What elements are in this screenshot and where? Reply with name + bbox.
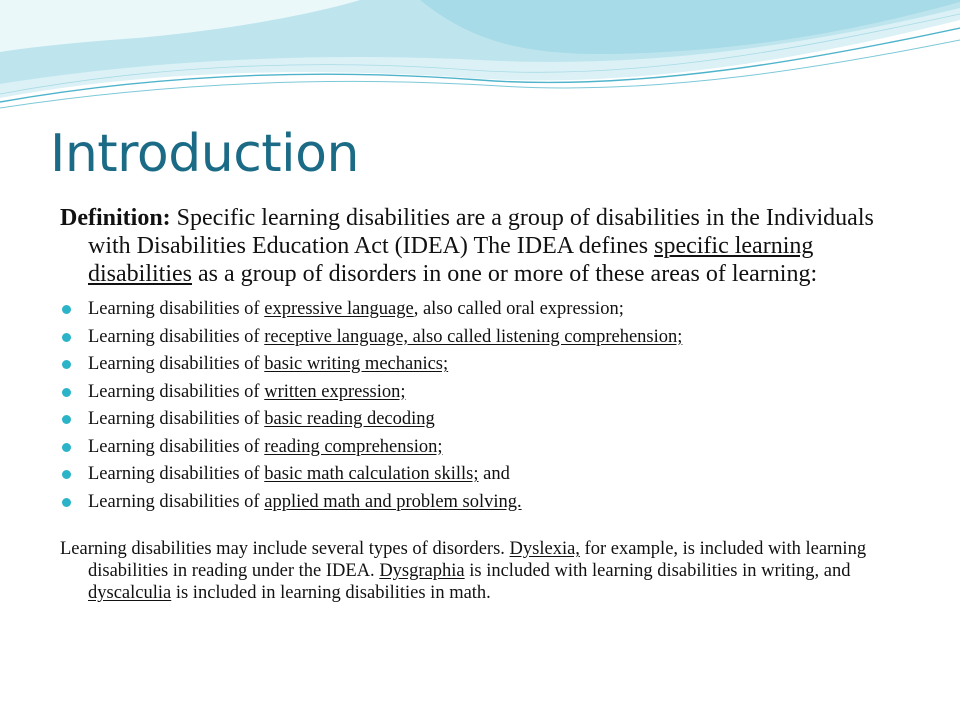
bullet-icon: [62, 388, 71, 397]
list-item: [60, 461, 900, 489]
header-wave-decoration: [0, 0, 960, 120]
list-item-suffix: , also called oral expression;: [413, 299, 624, 319]
list-item-prefix: Learning disabilities of: [88, 381, 265, 402]
bullet-icon: [62, 443, 71, 452]
definition-paragraph: [60, 204, 900, 288]
dyslexia-link[interactable]: Dyslexia,: [509, 539, 580, 559]
list-item-prefix: Learning disabilities of: [88, 299, 265, 319]
list-item: [60, 434, 900, 462]
definition-text-1: Specific learning disabilities are a group of disabilities in the Individuals with Disabilities Education Act (IDEA) The IDEA defines: [88, 205, 874, 259]
basic-writing-mechanics-link[interactable]: basic writing mechanics;: [264, 354, 449, 374]
receptive-language-link[interactable]: receptive language, also called listening comprehension;: [264, 326, 683, 347]
reading-comprehension-link[interactable]: reading comprehension;: [264, 436, 443, 457]
learning-areas-list: [60, 296, 900, 516]
definition-label: Definition:: [60, 205, 171, 231]
bullet-icon: [62, 305, 71, 314]
basic-math-calculation-link[interactable]: basic math calculation skills;: [264, 464, 479, 484]
closing-paragraph: [60, 538, 900, 604]
closing-text-2: for example, is included with learning disabilities in reading under the IDEA.: [88, 539, 867, 581]
list-item-suffix: and: [478, 464, 510, 484]
closing-text-3: is included with learning disabilities in writing, and: [464, 561, 851, 581]
written-expression-link[interactable]: written expression;: [264, 381, 406, 402]
list-item: [60, 324, 900, 352]
applied-math-link[interactable]: applied math and problem solving.: [264, 491, 522, 512]
list-item: [60, 406, 900, 434]
list-item: [60, 351, 900, 379]
list-item-prefix: Learning disabilities of: [88, 326, 265, 347]
list-item: [60, 489, 900, 517]
list-item-prefix: Learning disabilities of: [88, 354, 265, 374]
slide-title: Introduction: [50, 124, 359, 184]
bullet-icon: [62, 415, 71, 424]
definition-text-2: as a group of disorders in one or more of these areas of learning:: [192, 261, 818, 287]
closing-text-4: is included in learning disabilities in math.: [171, 583, 491, 603]
basic-reading-decoding-link[interactable]: basic reading decoding: [264, 409, 435, 429]
bullet-icon: [62, 333, 71, 342]
list-item-prefix: Learning disabilities of: [88, 409, 265, 429]
dysgraphia-link[interactable]: Dysgraphia: [379, 561, 465, 581]
list-item-prefix: Learning disabilities of: [88, 464, 265, 484]
list-item: [60, 296, 900, 324]
dyscalculia-link[interactable]: dyscalculia: [88, 583, 172, 603]
slide-body: [60, 204, 900, 604]
list-item: [60, 379, 900, 407]
expressive-language-link[interactable]: expressive language: [264, 299, 414, 319]
bullet-icon: [62, 360, 71, 369]
list-item-prefix: Learning disabilities of: [88, 436, 265, 457]
specific-learning-disabilities-link[interactable]: specific learning disabilities: [88, 233, 814, 287]
closing-text-1: Learning disabilities may include several types of disorders.: [60, 539, 510, 559]
bullet-icon: [62, 470, 71, 479]
list-item-prefix: Learning disabilities of: [88, 491, 265, 512]
bullet-icon: [62, 498, 71, 507]
